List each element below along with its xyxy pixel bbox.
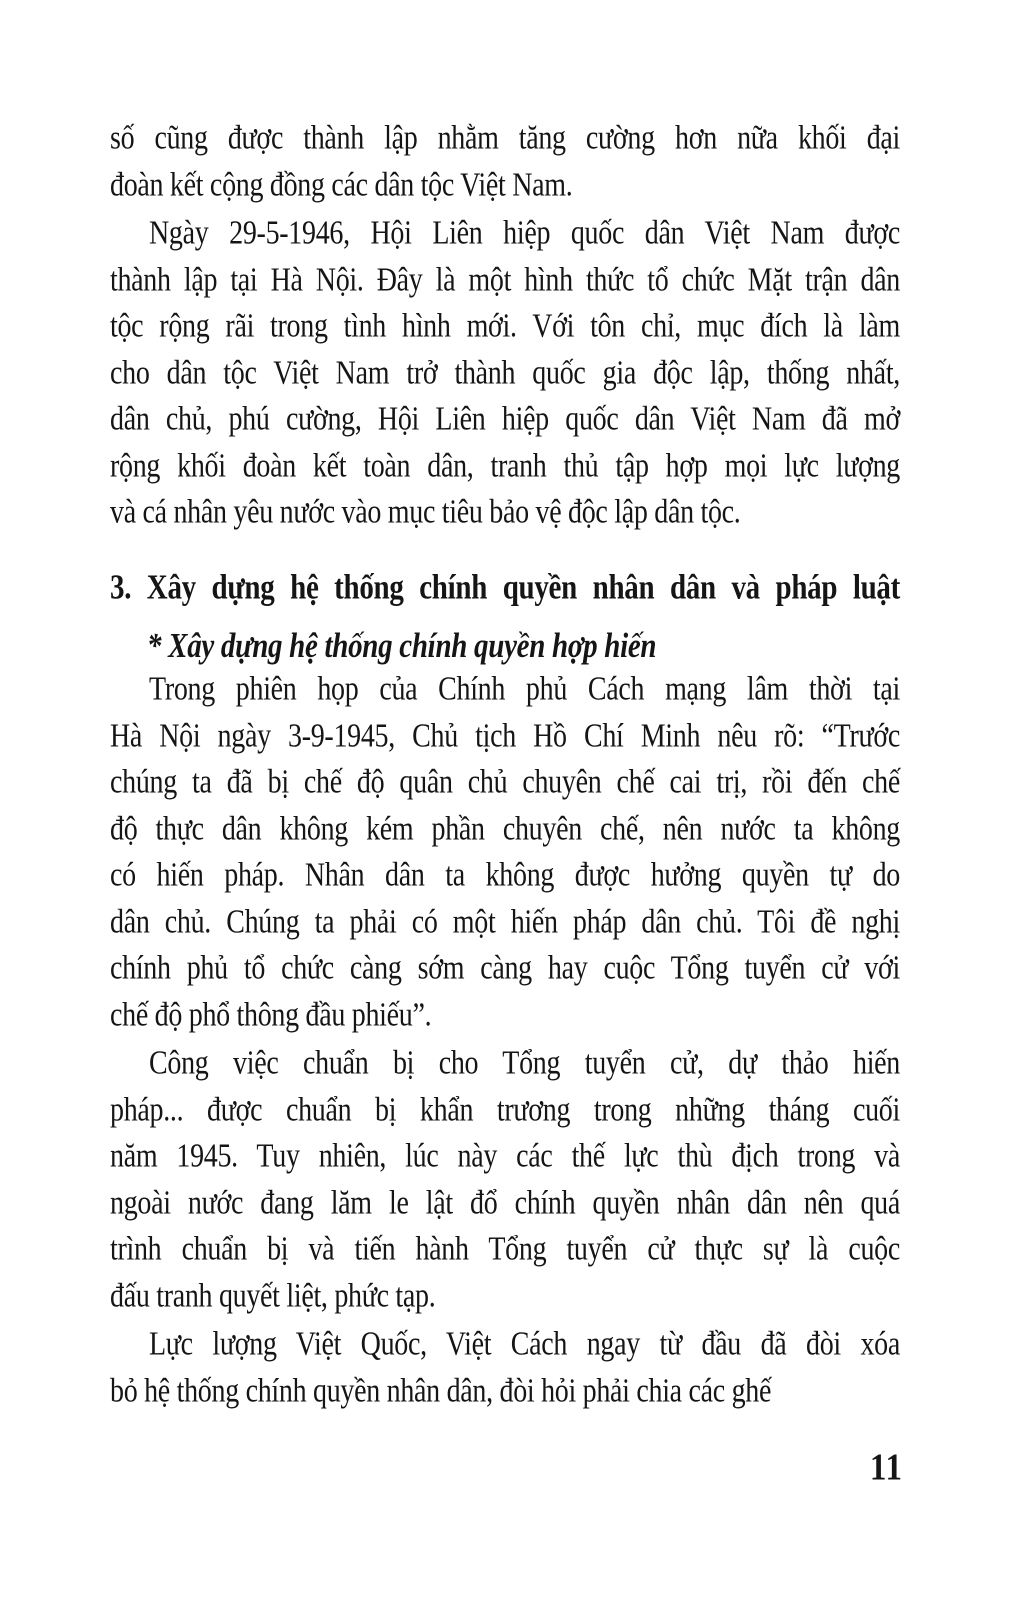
paragraph [110, 1041, 900, 1320]
text-line: Ngày 29-5-1946, Hội Liên hiệp quốc dân Việt Nam được [149, 214, 900, 253]
text-line: trình chuẩn bị và tiến hành Tổng tuyển cử thực sự là cuộc [110, 1230, 900, 1269]
text-line: số cũng được thành lập nhằm tăng cường hơn nữa khối đại [110, 119, 900, 158]
paragraph [110, 211, 900, 537]
text-line: và cá nhân yêu nước vào mục tiêu bảo vệ độc lập dân tộc. [110, 493, 741, 532]
text-line: Hà Nội ngày 3-9-1945, Chủ tịch Hồ Chí Minh nêu rõ: “Trước [110, 716, 900, 755]
text-line: ngoài nước đang lăm le lật đổ chính quyền nhân dân nên quá [110, 1183, 900, 1222]
page-content [110, 116, 900, 1415]
text-line: tộc rộng rãi trong tình hình mới. Với tôn chỉ, mục đích là làm [110, 307, 900, 346]
paragraph [110, 667, 900, 1039]
text-line: rộng khối đoàn kết toàn dân, tranh thủ tập hợp mọi lực lượng [110, 446, 900, 485]
paragraph [110, 1322, 900, 1415]
text-line: cho dân tộc Việt Nam trở thành quốc gia độc lập, thống nhất, [110, 353, 900, 392]
text-line: năm 1945. Tuy nhiên, lúc này các thế lực thù địch trong và [110, 1137, 900, 1176]
text-line: dân chủ, phú cường, Hội Liên hiệp quốc dân Việt Nam đã mở [110, 400, 900, 439]
text-line: Trong phiên họp của Chính phủ Cách mạng lâm thời tại [149, 670, 900, 709]
text-line: thành lập tại Hà Nội. Đây là một hình thức tổ chức Mặt trận dân [110, 260, 900, 299]
text-line: dân chủ. Chúng ta phải có một hiến pháp dân chủ. Tôi đề nghị [110, 902, 900, 941]
text-line: độ thực dân không kém phần chuyên chế, nên nước ta không [110, 809, 900, 848]
text-line: pháp... được chuẩn bị khẩn trương trong những tháng cuối [110, 1090, 900, 1129]
text-line: có hiến pháp. Nhân dân ta không được hưởng quyền tự do [110, 856, 900, 895]
paragraph [110, 116, 900, 209]
text-line: đoàn kết cộng đồng các dân tộc Việt Nam. [110, 165, 573, 204]
text-line: bỏ hệ thống chính quyền nhân dân, đòi hỏi phải chia các ghế [110, 1371, 772, 1410]
section-subheading: * Xây dựng hệ thống chính quyền hợp hiến [147, 626, 657, 666]
text-line: chế độ phổ thông đầu phiếu”. [110, 995, 432, 1034]
text-line: Công việc chuẩn bị cho Tổng tuyển cử, dự thảo hiến [149, 1044, 900, 1083]
text-line: chúng ta đã bị chế độ quân chủ chuyên chế cai trị, rồi đến chế [110, 763, 900, 802]
text-line: Lực lượng Việt Quốc, Việt Cách ngay từ đầu đã đòi xóa [149, 1325, 900, 1364]
section-heading: 3. Xây dựng hệ thống chính quyền nhân dân và pháp luật [110, 568, 900, 607]
text-line: đấu tranh quyết liệt, phức tạp. [110, 1276, 436, 1315]
page-number: 11 [869, 1447, 903, 1489]
text-line: chính phủ tổ chức càng sớm càng hay cuộc Tổng tuyển cử với [110, 949, 900, 988]
